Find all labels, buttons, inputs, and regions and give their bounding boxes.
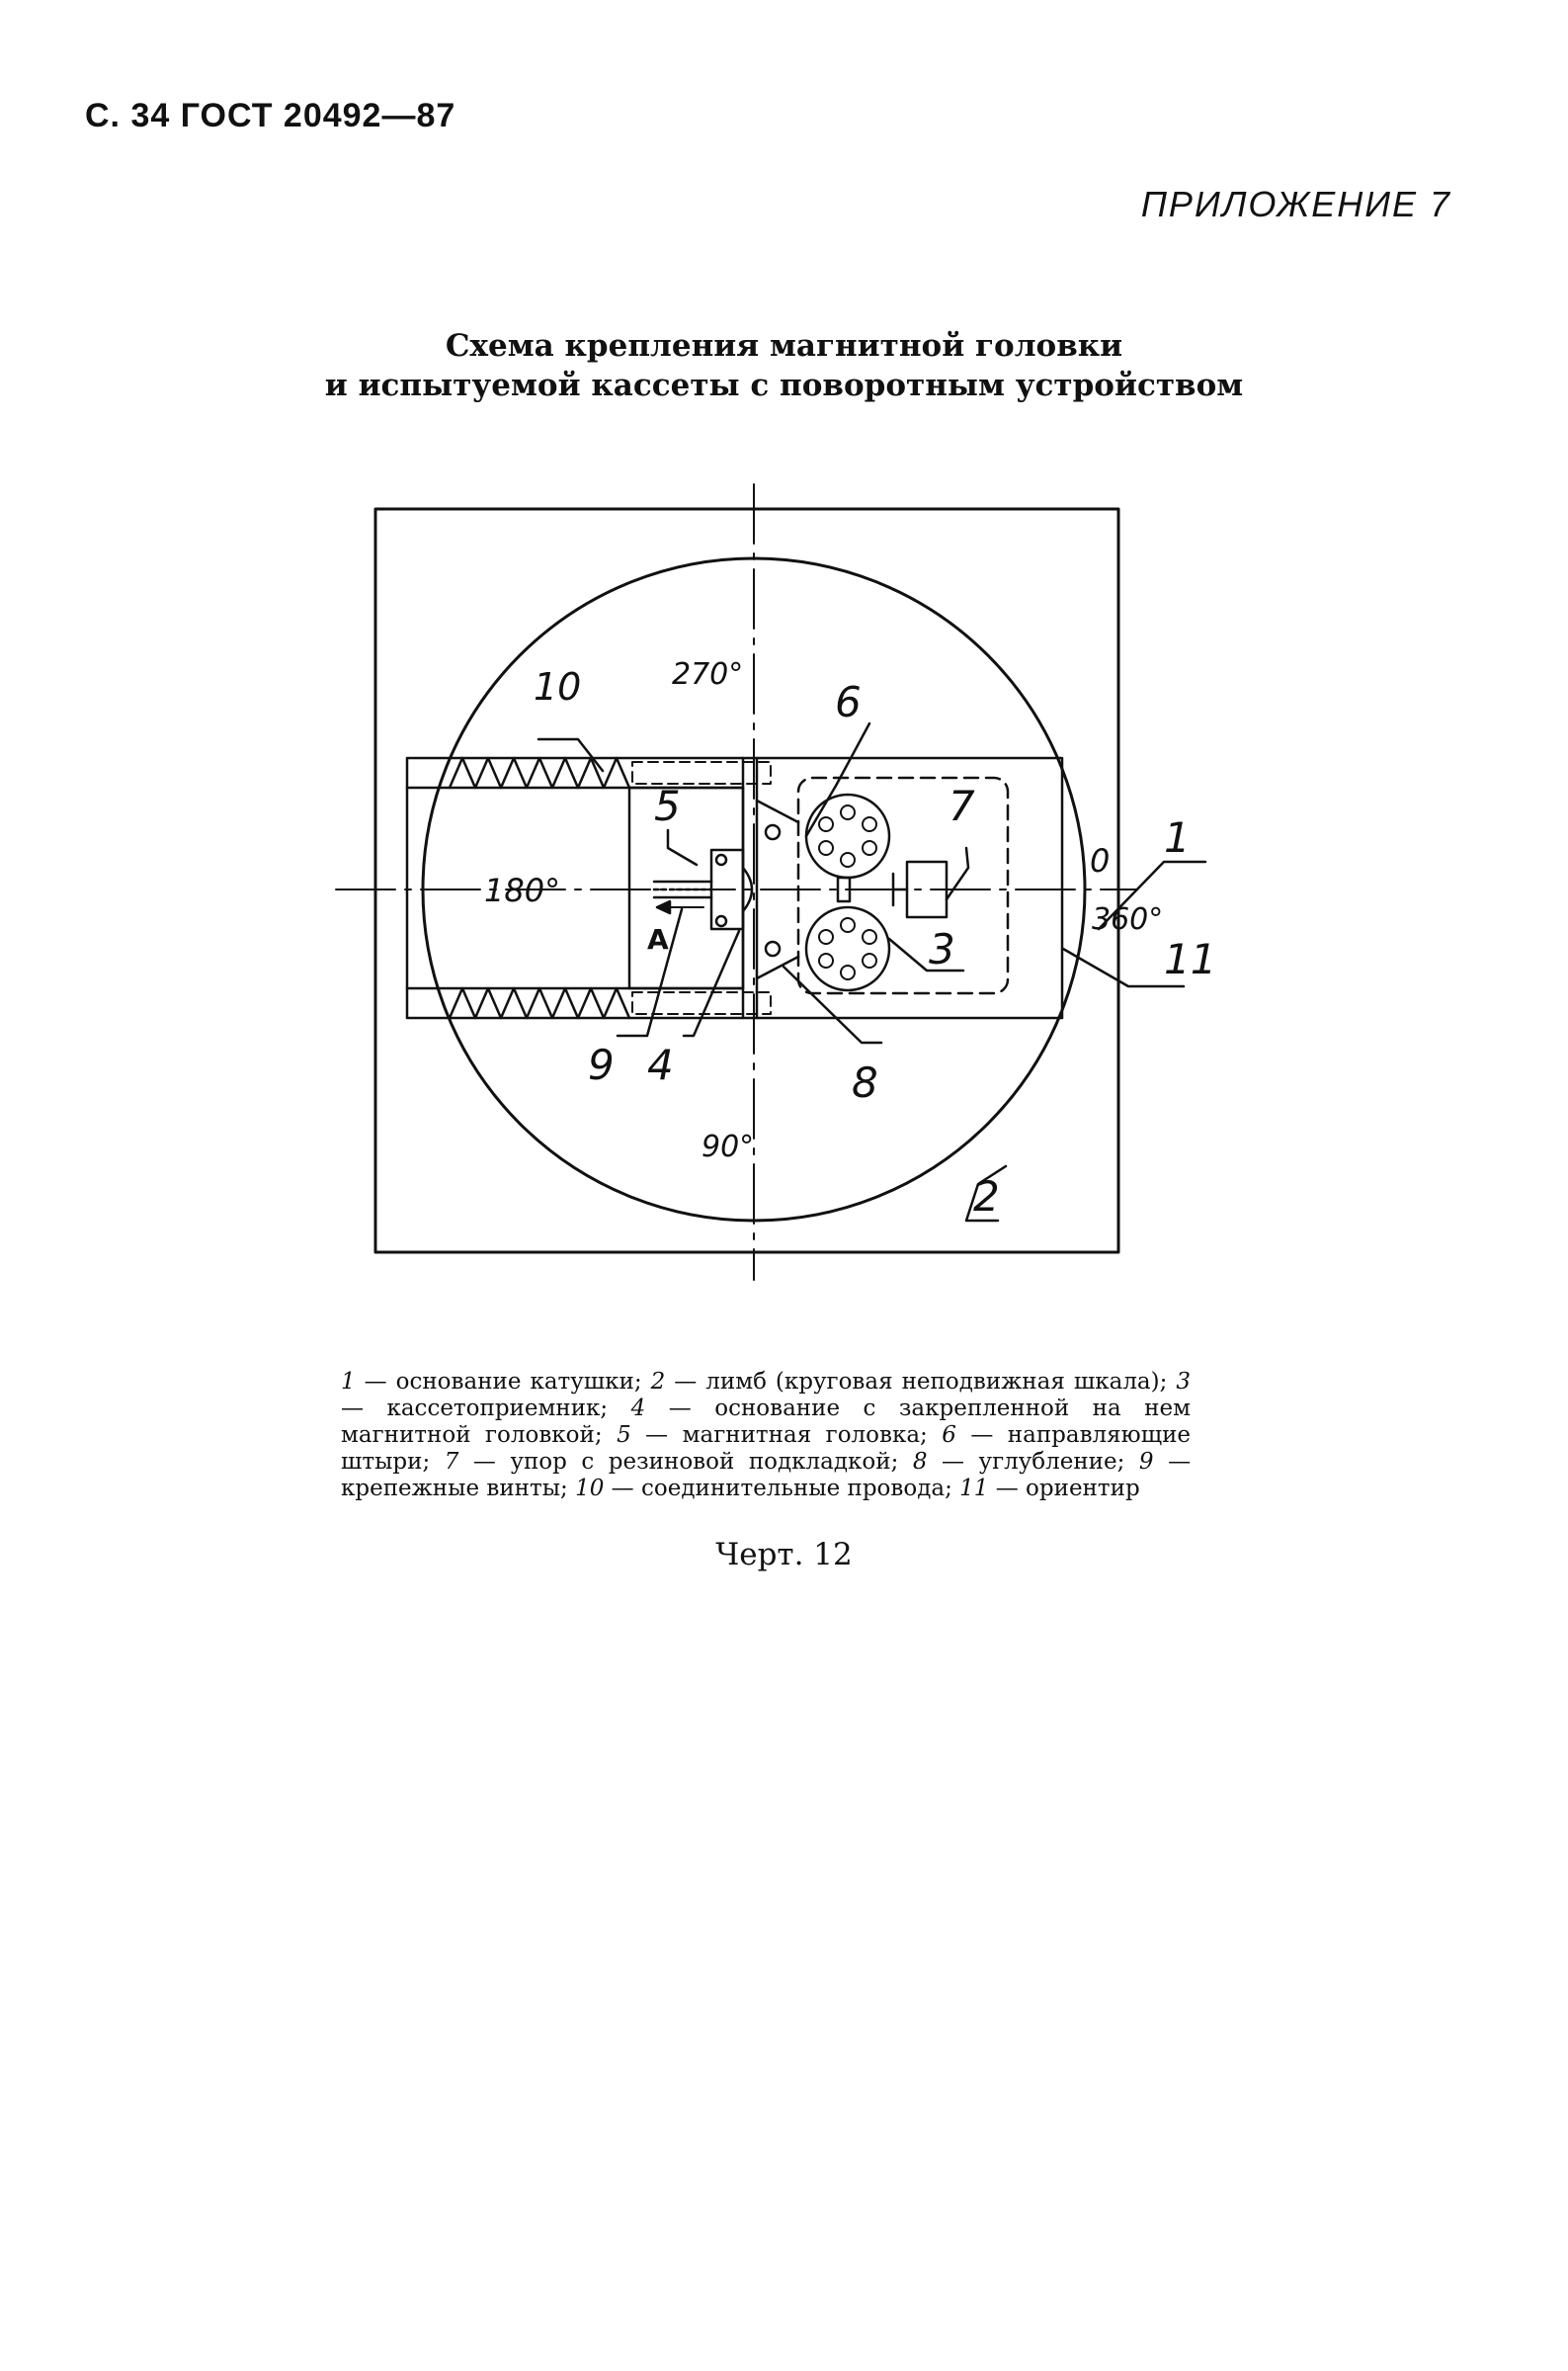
callout-3: 3 [929, 925, 955, 974]
angle-270: 270° [672, 657, 744, 692]
mounting-scheme-diagram [0, 474, 1568, 1324]
hub-holes-bottom [819, 918, 876, 979]
legend-item-10: 10 — соединительные провода; [575, 1476, 960, 1501]
angle-180: 180° [484, 872, 561, 909]
figure-title-line-2: и испытуемой кассеты с поворотным устройством [324, 368, 1244, 403]
legend-item-3: 3 — кассетоприемник; [341, 1369, 1192, 1421]
figure-number: Черт. 12 [715, 1537, 853, 1572]
legend-item-7: 7 — упор с резиновой подкладкой; [444, 1449, 913, 1475]
guide-pin-top [766, 825, 780, 839]
guide-pin-bottom [766, 942, 780, 956]
legend-item-2: 2 — лимб (круговая неподвижная шкала); [650, 1369, 1177, 1395]
legend-item-5: 5 — магнитная головка; [617, 1422, 943, 1448]
cassette-receiver [798, 778, 1008, 993]
figure-title-line-1: Схема крепления магнитной головки [445, 328, 1123, 364]
angle-0: 0 [1090, 842, 1111, 880]
legend-item-4: 4 — основание с закрепленной на нем магнитной головкой; [341, 1396, 1192, 1448]
angle-360: 360° [1092, 902, 1164, 937]
spring-bottom [450, 988, 629, 1018]
callout-6: 6 [835, 678, 862, 726]
callout-9: 9 [588, 1041, 615, 1089]
callout-8: 8 [852, 1058, 878, 1107]
page-reference: С. 34 ГОСТ 20492—87 [85, 97, 456, 134]
spring-top [450, 758, 629, 788]
hub-bottom [806, 907, 889, 990]
callout-11: 11 [1164, 935, 1217, 983]
legend-item-9: 9 — крепежные винты; [341, 1449, 1192, 1501]
callout-10: 10 [534, 665, 582, 709]
legend-item-1: 1 — основание катушки; [341, 1369, 651, 1395]
callout-5: 5 [654, 782, 681, 830]
hub-holes-top [819, 805, 876, 867]
callout-7: 7 [949, 782, 975, 830]
callout-4: 4 [647, 1041, 674, 1089]
callout-1: 1 [1164, 813, 1191, 862]
angle-90: 90° [701, 1130, 755, 1164]
hub-top [806, 795, 889, 878]
appendix-label: ПРИЛОЖЕНИЕ 7 [1140, 184, 1451, 224]
legend-item-6: 6 — направляющие штыри; [341, 1422, 1192, 1475]
arrow-a-label: А [647, 923, 669, 956]
figure-legend [341, 1369, 1191, 1502]
legend-item-11: 11 — ориентир [959, 1476, 1140, 1501]
legend-item-8: 8 — углубление; [912, 1449, 1139, 1475]
callout-2: 2 [973, 1172, 1000, 1221]
